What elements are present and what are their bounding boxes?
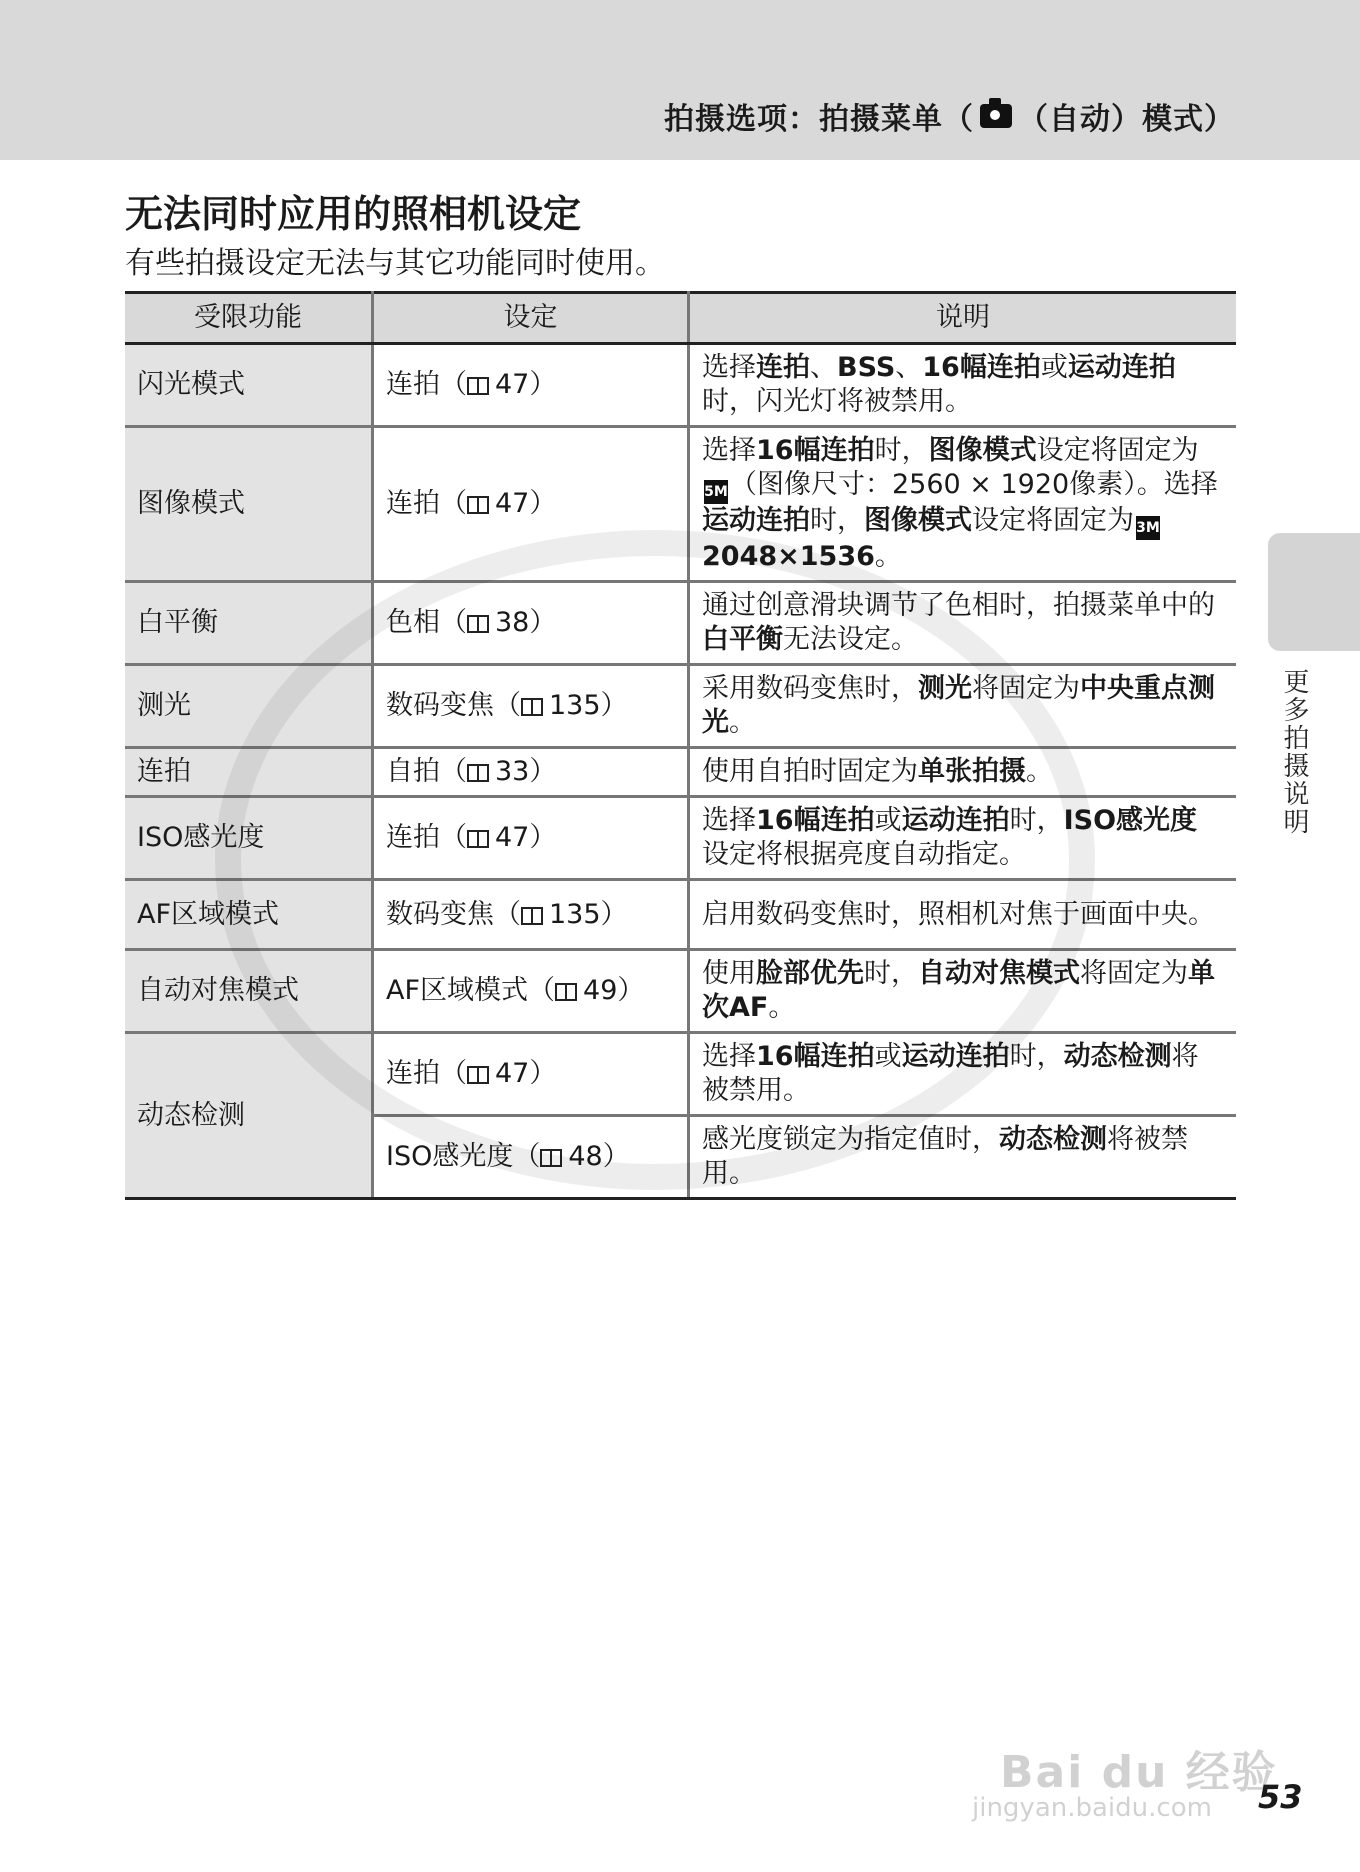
description-bold-text: 动态检测 (999, 1124, 1107, 1155)
table-row (125, 344, 1236, 427)
description-text: 使用 (702, 958, 756, 989)
description-bold-text: 16幅连拍 (756, 805, 875, 836)
header-title-prefix: 拍摄选项：拍摄菜单（ (664, 102, 974, 137)
description-text: 时， (1009, 805, 1064, 836)
description-text: 时， (810, 505, 864, 536)
setting-label: 连拍（ (386, 488, 467, 519)
description-bold-text: 图像模式 (928, 435, 1037, 466)
side-tab[interactable] (1268, 533, 1360, 651)
setting-page-ref[interactable]: 49） (583, 975, 645, 1006)
camera-icon (980, 104, 1012, 128)
restricted-function-cell: 测光 (125, 665, 373, 748)
setting-page-ref[interactable]: 135） (549, 898, 628, 930)
description-text: 设定将根据亮度自动指定。 (702, 839, 1026, 870)
section-title: 无法同时应用的照相机设定 (125, 192, 582, 236)
description-text: 将被禁用。 (702, 1124, 1188, 1189)
description-text: 采用数码变焦时， (702, 673, 918, 704)
description-bold-text: 图像模式 (864, 505, 972, 536)
description-text: （图像尺寸：2560 × 1920像素）。选择 (730, 469, 1218, 500)
setting-page-ref[interactable]: 47） (495, 369, 557, 400)
description-text: 选择 (702, 1041, 756, 1072)
setting-label: 自拍（ (386, 756, 467, 787)
page-reference-icon (467, 496, 489, 514)
description-bold-text: 2048×1536 (702, 541, 875, 572)
setting-page-ref[interactable]: 135） (549, 690, 628, 721)
column-header-description: 说明 (689, 293, 1237, 344)
intro-text: 有些拍摄设定无法与其它功能同时使用。 (125, 246, 665, 281)
watermark-url: jingyan.baidu.com (972, 1793, 1212, 1823)
description-bold-text: 运动连拍 (901, 1041, 1010, 1072)
side-tab-label: 更多拍摄说明 (1279, 668, 1309, 836)
setting-label: 连拍（ (386, 822, 467, 853)
description-bold-text: 16幅连拍 (756, 435, 875, 466)
description-bold-text: 动态检测 (1063, 1041, 1172, 1072)
description-bold-text: 16幅连拍 (756, 1041, 875, 1072)
description-text: 将被禁用。 (702, 1041, 1199, 1106)
description-bold-text: 脸部优先 (756, 958, 864, 989)
setting-label: 数码变焦（ (386, 690, 521, 721)
description-text: 通过创意滑块调节了色相时，拍摄菜单中的 (702, 590, 1215, 621)
description-bold-text: 运动连拍 (702, 505, 810, 536)
setting-page-ref[interactable]: 33） (495, 756, 557, 787)
setting-label: 色相（ (386, 607, 467, 638)
page-reference-icon (467, 377, 489, 395)
setting-label: ISO感光度（ (386, 1141, 541, 1172)
description-text: 时， (864, 958, 918, 989)
setting-label: 连拍（ (386, 1058, 467, 1089)
setting-page-ref[interactable]: 47） (495, 1058, 557, 1089)
description-cell (689, 344, 1237, 427)
description-text: 使用自拍时固定为 (702, 756, 918, 787)
description-text: 无法设定。 (783, 624, 918, 655)
restricted-function-cell: 连拍 (125, 748, 373, 797)
description-text: 设定将固定为 (1036, 435, 1199, 466)
restricted-function-cell: AF区域模式 (125, 880, 373, 950)
column-header-function: 受限功能 (125, 293, 373, 344)
description-text: 、 (895, 352, 923, 383)
setting-cell (373, 344, 689, 427)
watermark-brand: Bai du 经验 (1000, 1747, 1278, 1798)
restricted-function-cell: 图像模式 (125, 427, 373, 582)
description-text: 启用数码变焦时，照相机对焦于画面中央。 (702, 898, 1215, 930)
restricted-function-cell: 白平衡 (125, 582, 373, 665)
description-text: 选择 (702, 352, 756, 383)
description-text: 。 (768, 992, 796, 1023)
description-text: 。 (874, 541, 902, 572)
restricted-function-cell: ISO感光度 (125, 797, 373, 880)
description-text: 选择 (702, 805, 756, 836)
description-bold-text: 连拍 (756, 352, 810, 383)
restricted-function-cell: 闪光模式 (125, 344, 373, 427)
description-bold-text: ISO感光度 (1063, 805, 1198, 836)
restricted-function-cell: 自动对焦模式 (125, 950, 373, 1033)
description-bold-text: 16幅连拍 (922, 352, 1041, 383)
description-bold-text: 白平衡 (702, 624, 783, 655)
description-text: 。 (729, 707, 756, 738)
image-size-icon: 3M (1136, 516, 1160, 540)
header-title (664, 94, 1235, 138)
description-bold-text: 单张拍摄 (918, 756, 1026, 787)
table-header-row (125, 293, 1236, 344)
description-text: 、 (810, 352, 837, 383)
page-number: 53 (1258, 1778, 1303, 1816)
watermark-ring (215, 530, 1095, 1190)
description-text: 时， (1009, 1041, 1064, 1072)
description-text: 选择 (702, 435, 756, 466)
description-text: 。 (1026, 756, 1053, 787)
description-text: 或 (874, 805, 902, 836)
description-text: 设定将固定为 (972, 505, 1134, 536)
restricted-function-cell: 动态检测 (125, 1033, 373, 1199)
setting-page-ref[interactable]: 38） (495, 607, 557, 638)
description-bold-text: 中央重点测光 (702, 673, 1215, 738)
description-text: 或 (1040, 352, 1068, 383)
setting-label: AF区域模式（ (386, 975, 556, 1006)
setting-label: 数码变焦（ (386, 898, 521, 930)
description-bold-text: 测光 (918, 673, 972, 704)
description-text: 将固定为 (1080, 958, 1188, 989)
image-size-icon: 5M (704, 480, 728, 504)
description-bold-text: 自动对焦模式 (918, 958, 1080, 989)
description-text: 感光度锁定为指定值时， (702, 1124, 999, 1155)
description-bold-text: 运动连拍 (901, 805, 1010, 836)
setting-page-ref[interactable]: 48） (568, 1141, 630, 1172)
setting-label: 连拍（ (386, 369, 467, 400)
header-title-suffix: （自动）模式） (1018, 102, 1235, 137)
column-header-setting: 设定 (373, 293, 689, 344)
description-text: 或 (874, 1041, 902, 1072)
setting-page-ref[interactable]: 47） (495, 822, 557, 853)
description-bold-text: 单次AF (702, 958, 1215, 1023)
description-bold-text: BSS (837, 352, 896, 383)
description-text: 时，闪光灯将被禁用。 (702, 386, 972, 417)
description-bold-text: 运动连拍 (1067, 352, 1176, 383)
setting-page-ref[interactable]: 47） (495, 488, 557, 519)
description-text: 时， (874, 435, 929, 466)
description-text: 将固定为 (972, 673, 1080, 704)
